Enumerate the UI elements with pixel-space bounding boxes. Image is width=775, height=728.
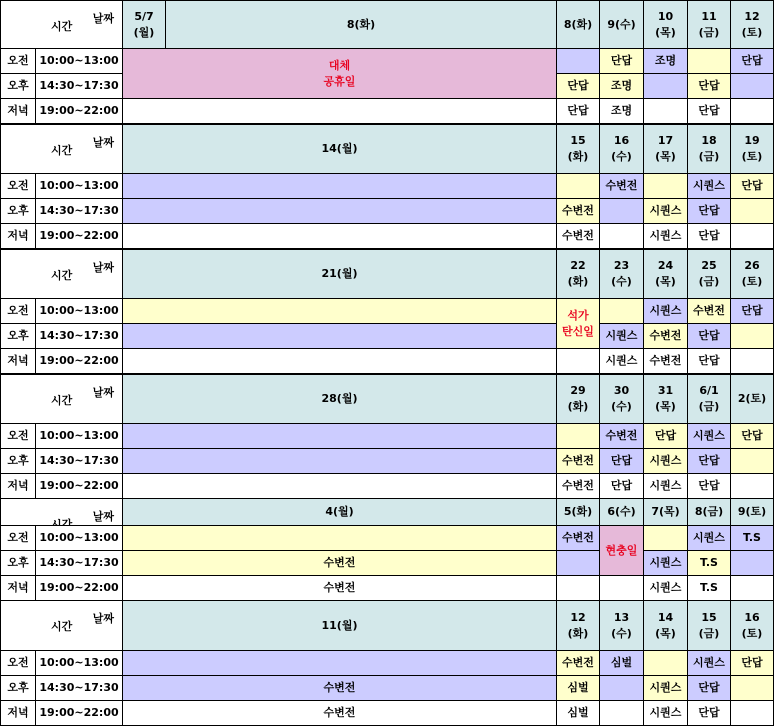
date-label: 날짜 [92,136,114,149]
empty-cell [556,348,600,374]
empty-cell [599,198,644,224]
time-label: 시간 [51,20,73,33]
class-cell: 단답 [730,298,774,324]
header-corner-cell [0,0,123,49]
time-label: 시간 [51,394,73,407]
empty-cell [730,700,774,726]
class-cell: 수변전 [556,223,600,249]
class-cell: 시퀀스 [599,348,644,374]
empty-cell [122,348,557,374]
date-header: 13 (수) [599,600,644,651]
empty-cell [122,423,557,449]
empty-cell [730,675,774,701]
time-range: 19:00~22:00 [35,700,123,726]
empty-cell [730,323,774,349]
empty-cell [599,700,644,726]
date-header: 26 (토) [730,249,774,299]
class-cell: 시퀀스 [687,423,731,449]
date-header: 12 (화) [556,600,600,651]
empty-cell [122,525,557,551]
time-range: 14:30~17:30 [35,448,123,474]
time-label: 시간 [51,620,73,633]
header-corner-cell [0,498,123,526]
class-cell: 단답 [643,423,688,449]
class-cell: 시퀀스 [643,298,688,324]
date-header: 11(월) [122,600,557,651]
empty-cell [687,48,731,74]
period-label: 오전 [0,298,36,324]
class-cell: 심벌 [599,650,644,676]
date-header: 14(월) [122,124,557,174]
empty-cell [122,223,557,249]
class-cell: 시퀀스 [687,525,731,551]
period-label: 오전 [0,650,36,676]
class-cell: 시퀀스 [599,323,644,349]
date-header: 29 (화) [556,374,600,424]
empty-cell [599,223,644,249]
time-range: 10:00~13:00 [35,173,123,199]
date-header: 19 (토) [730,124,774,174]
date-header: 10 (목) [643,0,688,49]
period-label: 오전 [0,173,36,199]
period-label: 저녁 [0,575,36,601]
date-header: 11 (금) [687,0,731,49]
empty-cell [730,198,774,224]
date-header: 8(화) [556,0,600,49]
class-cell: 수변전 [556,448,600,474]
time-range: 14:30~17:30 [35,550,123,576]
date-header: 18 (금) [687,124,731,174]
date-header: 6/1 (금) [687,374,731,424]
time-range: 10:00~13:00 [35,525,123,551]
date-header: 8(화) [165,0,557,49]
empty-cell [122,98,557,124]
class-cell: 시퀀스 [643,575,688,601]
class-cell: 단답 [599,473,644,499]
empty-cell [122,650,557,676]
date-header: 16 (토) [730,600,774,651]
period-label: 오후 [0,675,36,701]
empty-cell [122,198,557,224]
time-range: 10:00~13:00 [35,650,123,676]
date-header: 28(월) [122,374,557,424]
empty-cell [122,298,557,324]
class-cell: 수변전 [556,525,600,551]
class-cell: 수변전 [687,298,731,324]
time-range: 14:30~17:30 [35,323,123,349]
class-cell: 조명 [643,48,688,74]
empty-cell [122,448,557,474]
time-range: 10:00~13:00 [35,423,123,449]
period-label: 오후 [0,73,36,99]
period-label: 저녁 [0,348,36,374]
time-range: 14:30~17:30 [35,675,123,701]
class-cell: 심벌 [556,675,600,701]
class-cell: 단답 [687,323,731,349]
empty-cell [643,525,688,551]
date-header: 2(토) [730,374,774,424]
class-cell: 시퀀스 [687,173,731,199]
time-range: 19:00~22:00 [35,473,123,499]
period-label: 오전 [0,525,36,551]
header-corner-cell [0,600,123,651]
holiday-cell: 석가 탄신일 [556,298,600,349]
date-header: 12 (토) [730,0,774,49]
date-header: 15 (금) [687,600,731,651]
period-label: 오전 [0,423,36,449]
empty-cell [643,98,688,124]
class-cell: 단답 [687,73,731,99]
class-cell: 단답 [599,448,644,474]
time-range: 19:00~22:00 [35,98,123,124]
date-header: 22 (화) [556,249,600,299]
period-label: 오전 [0,48,36,74]
date-header: 30 (수) [599,374,644,424]
empty-cell [730,73,774,99]
period-label: 오후 [0,198,36,224]
empty-cell [730,223,774,249]
class-cell: 조명 [599,98,644,124]
class-cell: T.S [687,550,731,576]
empty-cell [122,173,557,199]
empty-cell [643,650,688,676]
time-range: 14:30~17:30 [35,198,123,224]
class-cell: 단답 [687,223,731,249]
date-header: 23 (수) [599,249,644,299]
header-corner-cell [0,374,123,424]
time-range: 19:00~22:00 [35,575,123,601]
time-range: 14:30~17:30 [35,73,123,99]
header-corner-cell [0,124,123,174]
date-header: 7(목) [643,498,688,526]
class-cell: 단답 [687,98,731,124]
class-cell: 단답 [556,73,600,99]
class-cell: 시퀀스 [643,448,688,474]
class-cell: 단답 [556,98,600,124]
class-cell: 단답 [730,423,774,449]
period-label: 오후 [0,550,36,576]
class-cell: 심벌 [556,700,600,726]
date-header: 8(금) [687,498,731,526]
empty-cell [556,48,600,74]
class-cell: 시퀀스 [643,700,688,726]
time-range: 19:00~22:00 [35,348,123,374]
class-cell: 시퀀스 [687,650,731,676]
empty-cell [122,323,557,349]
time-range: 19:00~22:00 [35,223,123,249]
class-cell: 시퀀스 [643,675,688,701]
period-label: 오후 [0,323,36,349]
date-header: 4(월) [122,498,557,526]
date-header: 5/7 (월) [122,0,166,49]
time-range: 10:00~13:00 [35,298,123,324]
class-cell: 시퀀스 [643,223,688,249]
period-label: 오후 [0,448,36,474]
empty-cell [556,423,600,449]
class-cell: 단답 [730,48,774,74]
date-header: 9(토) [730,498,774,526]
class-cell: T.S [687,575,731,601]
class-cell: 수변전 [122,675,557,701]
empty-cell [730,348,774,374]
class-cell: 수변전 [122,700,557,726]
holiday-cell: 현충일 [599,525,644,576]
empty-cell [599,675,644,701]
empty-cell [643,73,688,99]
class-cell: 단답 [687,348,731,374]
date-header: 21(월) [122,249,557,299]
date-header: 17 (목) [643,124,688,174]
empty-cell [599,575,644,601]
period-label: 저녁 [0,223,36,249]
class-cell: 단답 [687,700,731,726]
empty-cell [556,575,600,601]
date-header: 31 (목) [643,374,688,424]
class-cell: T.S [730,525,774,551]
class-cell: 수변전 [599,423,644,449]
date-label: 날짜 [92,261,114,274]
date-header: 6(수) [599,498,644,526]
class-cell: 단답 [687,448,731,474]
date-header: 9(수) [599,0,644,49]
class-cell: 수변전 [122,575,557,601]
class-cell: 시퀀스 [643,198,688,224]
time-range: 10:00~13:00 [35,48,123,74]
class-cell: 수변전 [643,348,688,374]
class-cell: 수변전 [556,650,600,676]
empty-cell [599,298,644,324]
class-cell: 시퀀스 [643,550,688,576]
class-cell: 단답 [687,675,731,701]
empty-cell [730,575,774,601]
time-label: 시간 [51,144,73,157]
empty-cell [643,173,688,199]
class-cell: 수변전 [122,550,557,576]
date-label: 날짜 [92,510,114,523]
class-cell: 단답 [730,650,774,676]
date-label: 날짜 [92,612,114,625]
class-cell: 단답 [599,48,644,74]
empty-cell [556,550,600,576]
date-label: 날짜 [92,12,114,25]
empty-cell [730,550,774,576]
time-label: 시간 [51,269,73,282]
date-header: 16 (수) [599,124,644,174]
date-header: 25 (금) [687,249,731,299]
period-label: 저녁 [0,98,36,124]
date-header: 5(화) [556,498,600,526]
class-cell: 수변전 [556,198,600,224]
empty-cell [730,473,774,499]
header-corner-cell [0,249,123,299]
class-cell: 단답 [687,473,731,499]
empty-cell [556,173,600,199]
period-label: 저녁 [0,473,36,499]
date-header: 15 (화) [556,124,600,174]
class-cell: 수변전 [599,173,644,199]
class-cell: 시퀀스 [643,473,688,499]
empty-cell [730,448,774,474]
class-cell: 조명 [599,73,644,99]
date-header: 14 (목) [643,600,688,651]
period-label: 저녁 [0,700,36,726]
date-header: 24 (목) [643,249,688,299]
holiday-cell: 대체 공휴일 [122,48,557,99]
class-cell: 수변전 [643,323,688,349]
class-cell: 단답 [687,198,731,224]
empty-cell [730,98,774,124]
class-cell: 단답 [730,173,774,199]
class-cell: 수변전 [556,473,600,499]
date-label: 날짜 [92,386,114,399]
empty-cell [122,473,557,499]
